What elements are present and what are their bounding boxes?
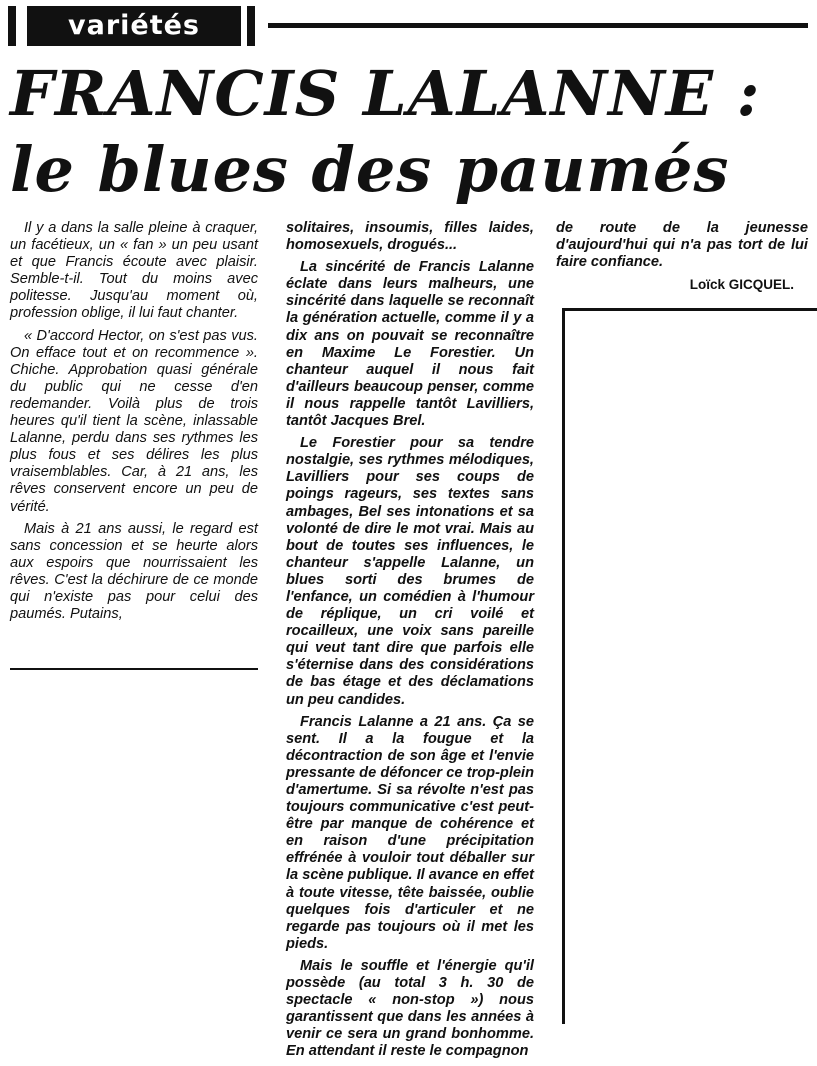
adjacent-article-frame: [562, 308, 817, 1024]
paragraph: de route de la jeunesse d'aujourd'hui qui n'a pas tort de lui faire confiance.: [556, 220, 808, 271]
top-rule: [268, 23, 808, 28]
paragraph: Francis Lalanne a 21 ans. Ça se sent. Il a la fougue et la décontraction de son âge et l'envie pressante de défoncer ce trop-plein d'amertume. Si sa révolte n'est pas toujours communicative c'est peut-être par manque de cohérence et en raison d'une précipitation effrénée à vouloir tout déballer sur la scène publique. Il avance en effet à toute vitesse, tête baissée, oublie quelques fois d'articuler et ne regarde pas toujours où il met les pieds.: [286, 713, 534, 952]
paragraph: La sincérité de Francis Lalanne éclate dans leurs malheurs, une sincérité dans laquelle se reconnaît la génération actuelle, comme il y a dix ans on pouvait se reconnaître en Maxime Le Forestier. Un chanteur auquel il nous fait d'ailleurs beaucoup penser, comme il nous rappelle tantôt Lavilliers, tantôt Jacques Brel.: [286, 259, 534, 430]
author-signature: Loïck GICQUEL.: [689, 277, 794, 293]
rubric-bar-left: [8, 6, 16, 46]
column-1-end-rule: [10, 668, 258, 670]
section-rubric: variétés: [27, 6, 241, 46]
article-column-2: [286, 220, 534, 1066]
paragraph: Il y a dans la salle pleine à craquer, un facétieux, un « fan » un peu usant et que Francis écoute avec plaisir. Semble-t-il. Tout du moins avec politesse. Jusqu'au moment où, profession oblige, il lui faut chanter.: [10, 220, 258, 322]
paragraph: Mais à 21 ans aussi, le regard est sans concession et se heurte alors aux espoirs que nourrissaient les rêves. C'est la déchirure de ce monde qui n'existe pas pour celui des paumés. Putains,: [10, 520, 258, 623]
article-column-3: [556, 220, 808, 293]
paragraph: « D'accord Hector, on s'est pas vus. On efface tout et on recommence ». Chiche. Approbation quasi générale du public qui ne cesse d'en redemander. Voilà plus de trois heures qu'il tient la scène, inlassable Lalanne, perdu dans ses rythmes les plus fous et ses délires les plus vraisemblables. Car, à 21 ans, les rêves conservent encore un peu de vérité.: [10, 327, 258, 515]
rubric-bar-right: [247, 6, 255, 46]
headline: [10, 56, 810, 208]
headline-line-1: FRANCIS LALANNE :: [10, 57, 761, 130]
paragraph: solitaires, insoumis, filles laides, homosexuels, drogués...: [286, 220, 534, 254]
paragraph: Mais le souffle et l'énergie qu'il possède (au total 3 h. 30 de spectacle « non-stop ») nous garantissent que dans les années à venir ce sera un grand bonhomme. En attendant il reste le compagnon: [286, 957, 534, 1060]
article-column-1: [10, 220, 258, 628]
headline-line-2: le blues des paumés: [10, 133, 730, 206]
paragraph: Le Forestier pour sa tendre nostalgie, ses rythmes mélodiques, Lavilliers pour ses coups de poings rageurs, ses textes sans ambages, Bel ses intonations et sa volonté de dire le mot vrai. Mais au bout de toutes ses influences, le chanteur s'appelle Lalanne, un blues sorti des brumes de l'enfance, un comédien à l'humour de réplique, un cri voilé et rocailleux, une voix sans pareille qui veut tant dire que parfois elle s'éternise dans des considérations de bas étage et des déclamations un peu candides.: [286, 435, 534, 708]
